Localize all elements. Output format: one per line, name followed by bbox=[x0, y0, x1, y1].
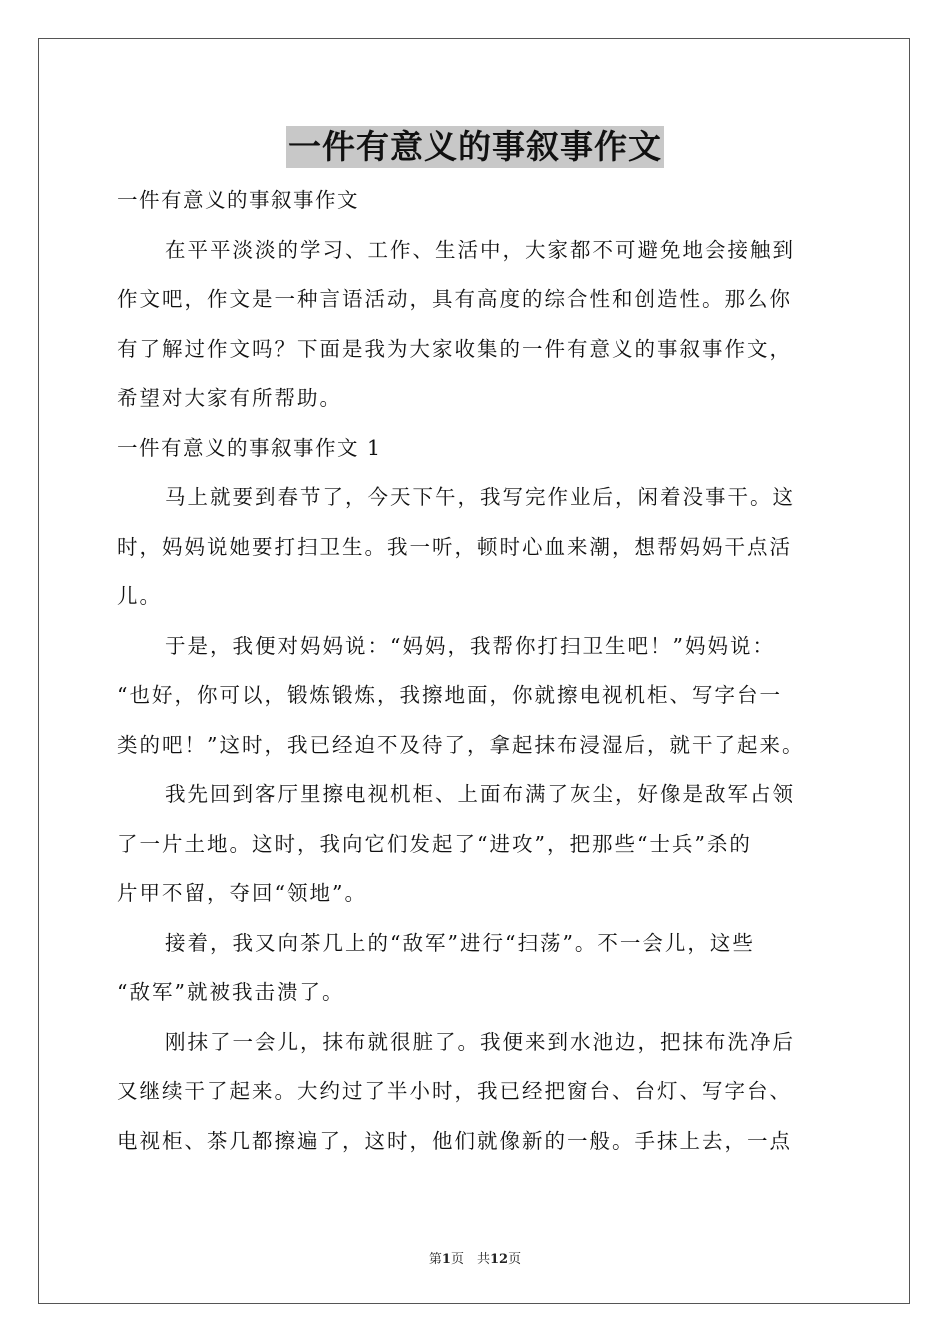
paragraph-line: 儿。 bbox=[117, 584, 162, 608]
paragraph-line: 在平平淡淡的学习、工作、生活中，大家都不可避免地会接触到 bbox=[165, 237, 795, 262]
paragraph-line: 片甲不留，夺回“领地”。 bbox=[117, 881, 367, 905]
paragraph-line: 作文吧，作文是一种言语活动，具有高度的综合性和创造性。那么你 bbox=[117, 287, 792, 311]
subtitle-line: 一件有意义的事叙事作文 bbox=[117, 188, 359, 212]
paragraph-line: 类的吧！”这时，我已经迫不及待了，拿起抹布浸湿后，就干了起来。 bbox=[117, 732, 805, 757]
paragraph-line: “也好，你可以，锻炼锻炼，我擦地面，你就擦电视机柜、写字台一 bbox=[117, 683, 782, 707]
paragraph-line: 有了解过作文吗？下面是我为大家收集的一件有意义的事叙事作文， bbox=[117, 336, 792, 361]
page-footer bbox=[0, 1248, 950, 1267]
paragraph-line: 希望对大家有所帮助。 bbox=[117, 386, 342, 410]
document-body bbox=[117, 176, 847, 1166]
total-page-count: 12 bbox=[489, 1252, 509, 1267]
section-heading: 一件有意义的事叙事作文 1 bbox=[117, 435, 382, 460]
paragraph-line: 我先回到客厅里擦电视机柜、上面布满了灰尘，好像是敌军占领 bbox=[165, 782, 795, 806]
document-title: 一件有意义的事叙事作文 bbox=[288, 127, 662, 166]
paragraph-line: “敌军”就被我击溃了。 bbox=[117, 980, 345, 1004]
paragraph-line: 于是，我便对妈妈说：“妈妈，我帮你打扫卫生吧！”妈妈说： bbox=[165, 633, 775, 658]
paragraph-line: 马上就要到春节了，今天下午，我写完作业后，闲着没事干。这 bbox=[165, 485, 795, 509]
page-prefix: 第 bbox=[428, 1252, 442, 1267]
title-container bbox=[0, 126, 950, 168]
paragraph-line: 接着，我又向茶几上的“敌军”进行“扫荡”。不一会儿，这些 bbox=[165, 930, 755, 955]
paragraph-line: 了一片土地。这时，我向它们发起了“进攻”，把那些“士兵”杀的 bbox=[117, 831, 752, 856]
paragraph-line: 刚抹了一会儿，抹布就很脏了。我便来到水池边，把抹布洗净后 bbox=[165, 1029, 795, 1054]
current-page-number: 1 bbox=[441, 1252, 451, 1267]
page-suffix: 页 bbox=[508, 1252, 522, 1267]
paragraph-line: 电视柜、茶几都擦遍了，这时，他们就像新的一般。手抹上去，一点 bbox=[117, 1128, 792, 1153]
paragraph-line: 又继续干了起来。大约过了半小时，我已经把窗台、台灯、写字台、 bbox=[117, 1079, 792, 1103]
paragraph-line: 时，妈妈说她要打扫卫生。我一听，顿时心血来潮，想帮妈妈干点活 bbox=[117, 534, 792, 559]
page-separator: 页 共 bbox=[450, 1252, 490, 1267]
